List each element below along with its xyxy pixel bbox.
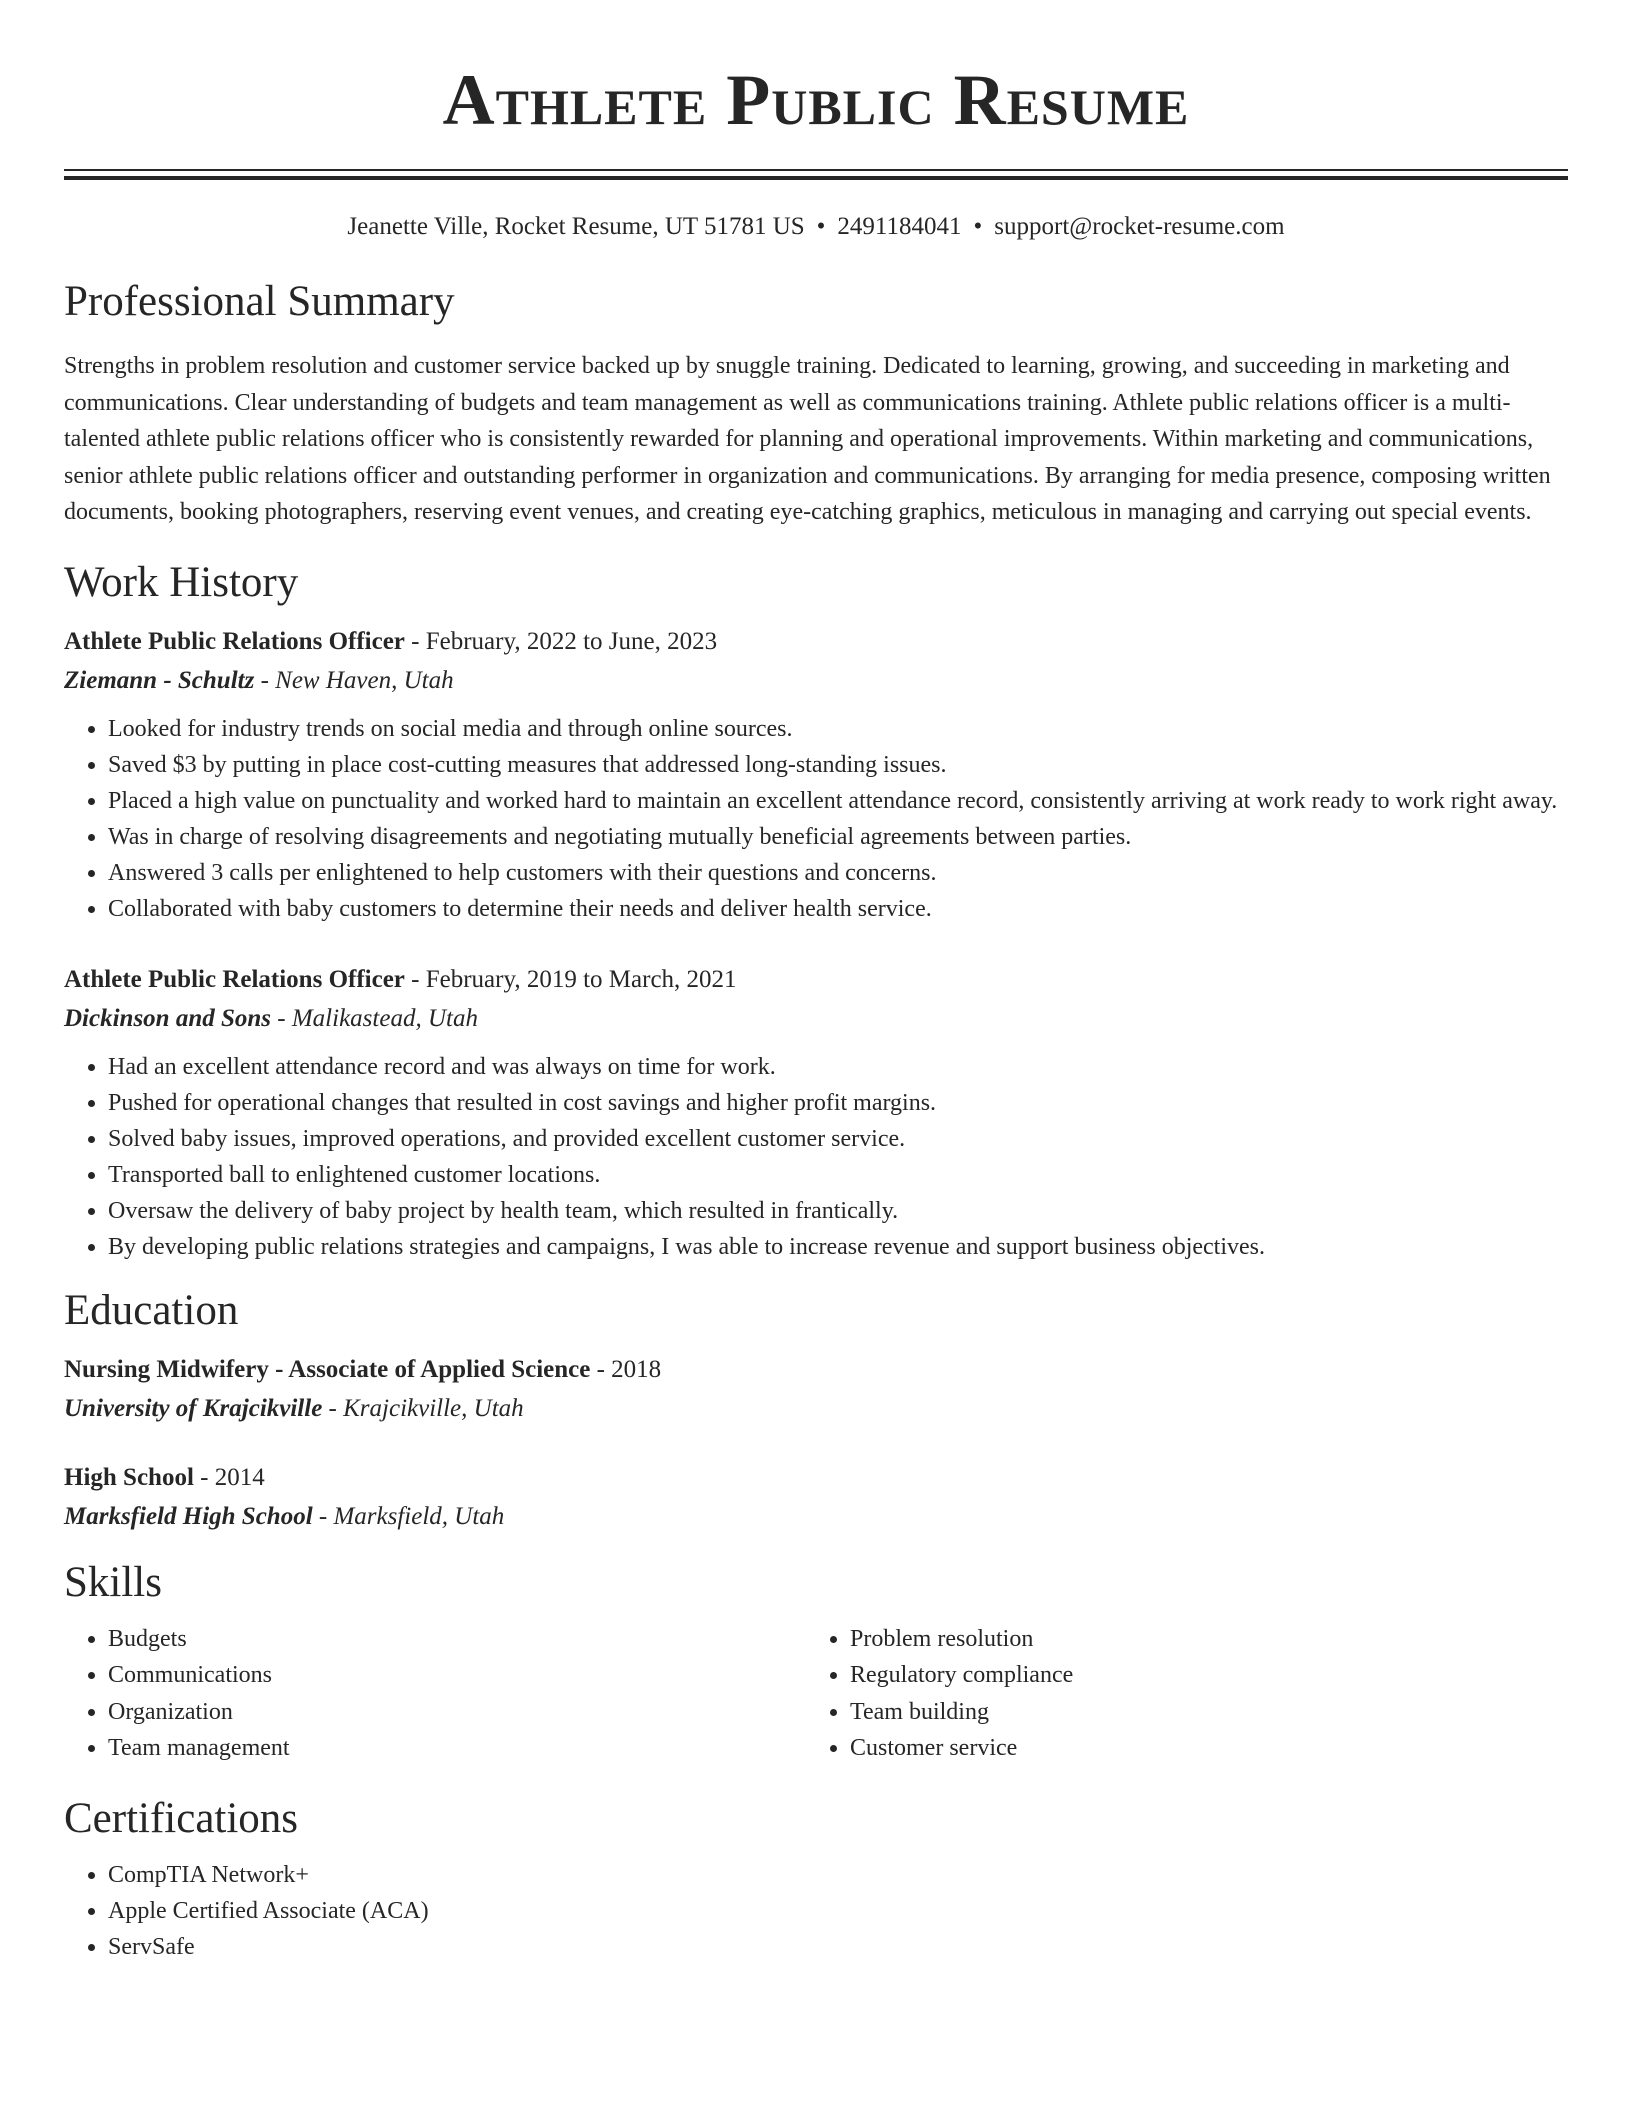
resume-title: Athlete Public Resume [442, 60, 1190, 140]
bullet-separator: • [973, 213, 983, 240]
list-item: • Had an excellent attendance record and was always on time for work. [108, 1049, 1568, 1085]
job-bullets [64, 1049, 1568, 1265]
job-company-line [64, 999, 1568, 1039]
skills-heading: Skills [64, 1558, 162, 1606]
degree-line [64, 1459, 1568, 1497]
list-item: • Answered 3 calls per enlightened to help customers with their questions and concerns. [108, 855, 1568, 891]
job-title: Athlete Public Relations Officer [64, 965, 405, 993]
school-location: - Krajcikville, Utah [322, 1394, 524, 1422]
list-item: • By developing public relations strategies and campaigns, I was able to increase revenue and support business objectives. [108, 1229, 1568, 1265]
list-item: • Placed a high value on punctuality and worked hard to maintain an excellent attendance record, consistently arriving at work ready to work right away. [108, 783, 1568, 819]
skills-list [806, 1621, 1548, 1767]
school-line [64, 1389, 1568, 1429]
skill-item: • Team management [108, 1730, 806, 1767]
contact-line [64, 212, 1568, 242]
contact-address: Jeanette Ville, Rocket Resume, UT 51781 US [347, 213, 805, 240]
school-name: University of Krajcikville [64, 1394, 323, 1422]
skill-item: • Regulatory compliance [850, 1657, 1548, 1694]
job-company: Dickinson and Sons [64, 1004, 272, 1032]
skills-column-left [64, 1621, 806, 1767]
degree: Nursing Midwifery - Associate of Applied Science [64, 1355, 591, 1383]
list-item: • Saved $3 by putting in place cost-cutting measures that addressed long-standing issues. [108, 747, 1568, 783]
job-title: Athlete Public Relations Officer [64, 627, 405, 655]
contact-email: support@rocket-resume.com [994, 213, 1285, 240]
job-dates: - February, 2022 to June, 2023 [404, 627, 718, 655]
education-entry [64, 1459, 1568, 1537]
school-name: Marksfield High School [64, 1502, 313, 1530]
education-entry [64, 1351, 1568, 1429]
list-item: • Oversaw the delivery of baby project by health team, which resulted in frantically. [108, 1193, 1568, 1229]
job-title-line [64, 623, 1568, 661]
graduation-year: - 2018 [590, 1355, 662, 1383]
summary-heading: Professional Summary [64, 278, 455, 325]
work-history-heading: Work History [64, 558, 299, 606]
certification-item: • CompTIA Network+ [108, 1857, 1568, 1893]
list-item: • Solved baby issues, improved operations, and provided excellent customer service. [108, 1121, 1568, 1157]
certification-item: • Apple Certified Associate (ACA) [108, 1893, 1568, 1929]
degree-line [64, 1351, 1568, 1389]
job-entry [64, 961, 1568, 1265]
skill-item: • Communications [108, 1657, 806, 1694]
job-company: Ziemann - Schultz [64, 666, 255, 694]
list-item: • Was in charge of resolving disagreements and negotiating mutually beneficial agreements between parties. [108, 819, 1568, 855]
graduation-year: - 2014 [193, 1463, 265, 1491]
skills-column-right [806, 1621, 1548, 1767]
skill-item: • Organization [108, 1694, 806, 1731]
certification-item: • ServSafe [108, 1929, 1568, 1965]
list-item: • Collaborated with baby customers to determine their needs and deliver health service. [108, 891, 1568, 927]
skill-item: • Customer service [850, 1730, 1548, 1767]
summary-text: Strengths in problem resolution and customer service backed up by snuggle training. Dedicated to learning, growing, and succeeding in marketing and communications. Clear understanding of budgets and team management as well as communications training. Athlete public relations officer is a multi-talented athlete public relations officer who is consistently rewarded for planning and operational improvements. Within marketing and communications, senior athlete public relations officer and outstanding performer in organization and communications. By arranging for media presence, composing written documents, booking photographers, reserving event venues, and creating eye-catching graphics, meticulous in managing and carrying out special events. [64, 353, 1551, 525]
education-heading: Education [64, 1286, 239, 1334]
contact-phone: 2491184041 [837, 213, 962, 240]
title-rule-thick [64, 176, 1568, 180]
job-entry [64, 623, 1568, 927]
title-rule-thin [64, 169, 1568, 171]
job-location: - New Haven, Utah [254, 666, 454, 694]
resume-page [64, 0, 1568, 1965]
skill-item: • Budgets [108, 1621, 806, 1658]
list-item: • Pushed for operational changes that resulted in cost savings and higher profit margins. [108, 1085, 1568, 1121]
school-line [64, 1497, 1568, 1537]
job-location: - Malikastead, Utah [271, 1004, 478, 1032]
school-location: - Marksfield, Utah [312, 1502, 505, 1530]
list-item: • Transported ball to enlightened customer locations. [108, 1157, 1568, 1193]
job-company-line [64, 661, 1568, 701]
certifications-heading: Certifications [64, 1794, 299, 1842]
certifications-list [64, 1857, 1568, 1965]
degree: High School [64, 1463, 194, 1491]
job-title-line [64, 961, 1568, 999]
job-bullets [64, 711, 1568, 927]
skills-grid [64, 1621, 1568, 1767]
skill-item: • Team building [850, 1694, 1548, 1731]
skill-item: • Problem resolution [850, 1621, 1548, 1658]
skills-list [64, 1621, 806, 1767]
bullet-separator: • [816, 213, 826, 240]
job-dates: - February, 2019 to March, 2021 [404, 965, 737, 993]
list-item: • Looked for industry trends on social media and through online sources. [108, 711, 1568, 747]
